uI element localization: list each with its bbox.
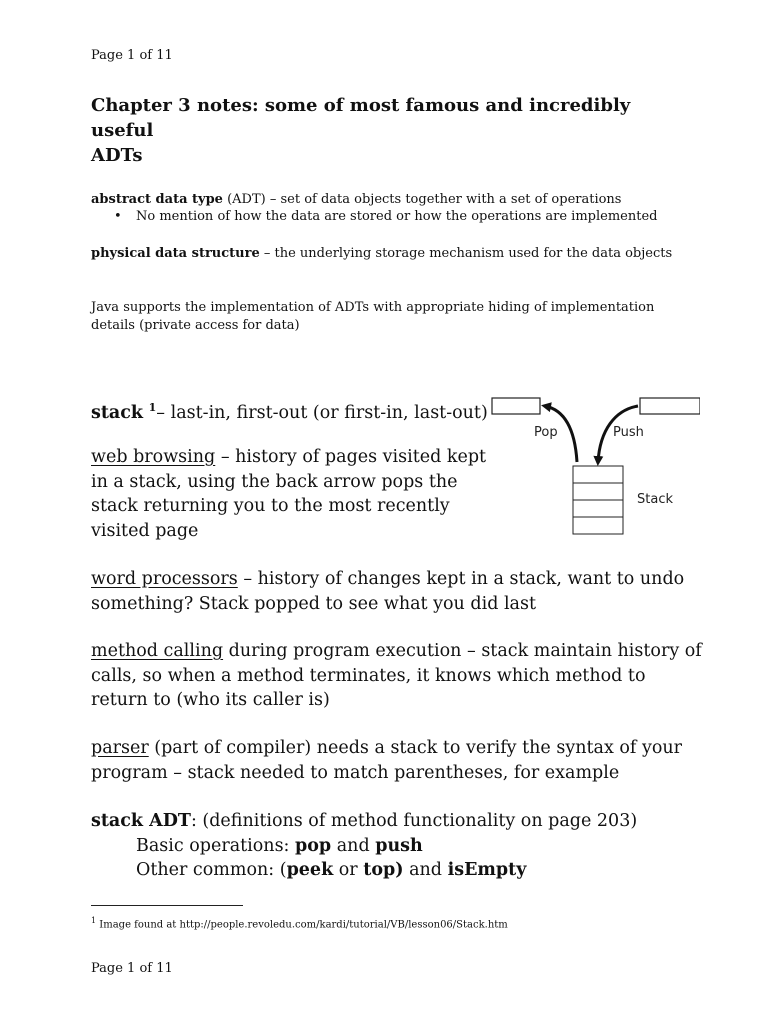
java-paragraph — [91, 299, 654, 335]
bullet-icon: • — [114, 209, 122, 224]
pop-box — [492, 398, 540, 414]
pds-definition-text: – the underlying storage mechanism used for the data objects — [259, 246, 673, 261]
word-processors-term: word processors — [91, 569, 238, 589]
parser-line-1: (part of compiler) needs a stack to verify the syntax of your — [148, 738, 683, 758]
stack-term: stack — [91, 402, 144, 423]
and-text: and — [331, 835, 376, 856]
stack-cell — [573, 466, 623, 483]
stack-adt-text: : (definitions of method functionality on page 203) — [190, 811, 638, 831]
footnote-text[interactable]: Image found at http://people.revoledu.com/kardi/tutorial/VB/lesson06/Stack.htm — [96, 919, 508, 931]
other-operations-line — [91, 858, 711, 883]
method-calling-term: method calling — [91, 641, 224, 661]
word-processors-paragraph — [91, 567, 711, 616]
basic-operations-line — [91, 834, 711, 859]
footnote-number: 1 — [91, 916, 97, 925]
footnote-divider — [91, 905, 243, 906]
stack-heading — [91, 396, 488, 425]
parser-line-2: program – stack needed to match parentheses, for example — [91, 762, 620, 783]
pds-term: physical data structure — [91, 246, 260, 261]
web-browsing-line-1: – history of pages visited kept — [215, 447, 487, 467]
push-operation: push — [375, 835, 423, 856]
pop-operation: pop — [295, 835, 332, 856]
java-line-2: details (private access for data) — [91, 318, 300, 333]
isempty-operation: isEmpty — [447, 860, 527, 880]
adt-definition-text: (ADT) – set of data objects together with a set of operations — [222, 192, 622, 207]
stack-heading-text: – last-in, first-out (or first-in, last-out) — [156, 402, 488, 423]
stack-diagram — [480, 390, 700, 540]
or-text: or — [333, 860, 364, 880]
pds-definition — [91, 245, 672, 263]
footnote — [91, 914, 508, 932]
basic-operations-label: Basic operations: — [136, 835, 296, 856]
page-footer: Page 1 of 11 — [91, 961, 173, 976]
page-title-line-1: Chapter 3 notes: some of most famous and incredibly useful — [91, 95, 631, 141]
word-processors-line-1: – history of changes kept in a stack, want to undo — [237, 569, 685, 589]
peek-operation: peek — [286, 860, 334, 880]
adt-term: abstract data type — [91, 192, 223, 207]
push-label: Push — [613, 425, 644, 440]
web-browsing-line-4: visited page — [91, 520, 199, 541]
parser-paragraph — [91, 736, 711, 785]
web-browsing-paragraph — [91, 445, 491, 543]
adt-bullet — [114, 208, 122, 226]
method-calling-paragraph — [91, 639, 711, 713]
method-calling-line-3: return to (who its caller is) — [91, 690, 330, 710]
page-header: Page 1 of 11 — [91, 48, 173, 63]
parser-term: parser — [91, 738, 149, 758]
word-processors-line-2: something? Stack popped to see what you did last — [91, 593, 537, 614]
web-browsing-line-3: stack returning you to the most recently — [91, 496, 450, 516]
stack-cells — [573, 466, 623, 534]
java-line-1: Java supports the implementation of ADTs with appropriate hiding of implementation — [91, 300, 655, 315]
stack-cell — [573, 500, 623, 517]
footnote-marker[interactable]: 1 — [148, 401, 157, 414]
method-calling-line-2: calls, so when a method terminates, it knows which method to — [91, 665, 646, 686]
page-title-line-2: ADTs — [91, 145, 143, 166]
web-browsing-term: web browsing — [91, 447, 216, 467]
adt-bullet-text: No mention of how the data are stored or how the operations are implemented — [136, 209, 658, 224]
push-box — [640, 398, 700, 414]
stack-adt-term: stack ADT — [91, 811, 191, 831]
stack-adt-section — [91, 809, 711, 883]
and-text-2: and — [403, 860, 448, 880]
pop-label: Pop — [534, 425, 558, 440]
other-operations-label: Other common: ( — [136, 860, 287, 880]
method-calling-line-1: during program execution – stack maintain history of — [223, 641, 702, 661]
stack-cell — [573, 483, 623, 500]
adt-definition — [91, 191, 621, 209]
web-browsing-line-2: in a stack, using the back arrow pops the — [91, 471, 458, 492]
page-title — [91, 93, 691, 168]
top-operation: top) — [363, 860, 404, 880]
stack-cell — [573, 517, 623, 534]
stack-label: Stack — [637, 492, 673, 507]
